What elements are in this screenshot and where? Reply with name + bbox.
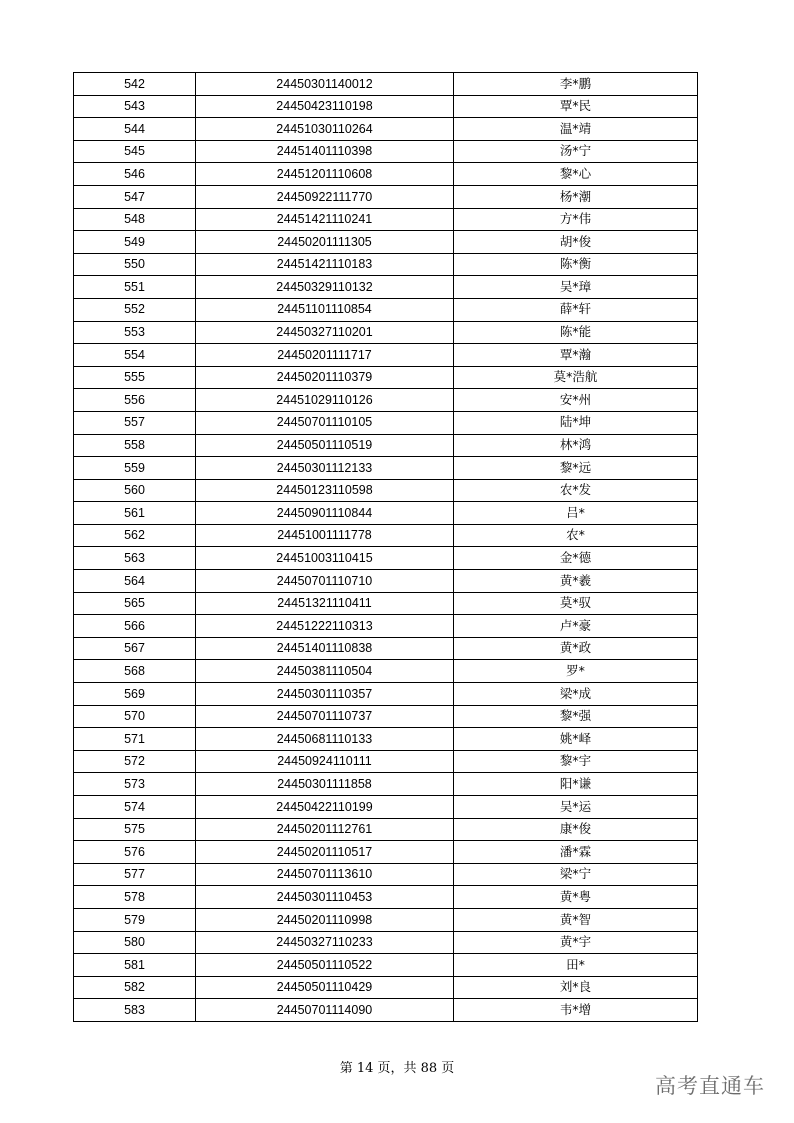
- table-row: [74, 976, 698, 999]
- row-number-cell: 581: [74, 954, 196, 977]
- row-number-cell: 554: [74, 344, 196, 367]
- candidate-id-cell: 24450701110105: [196, 411, 454, 434]
- candidate-id-cell: 24450327110233: [196, 931, 454, 954]
- candidate-id-cell: 24451029110126: [196, 389, 454, 412]
- candidate-id-cell: 24450924110111: [196, 750, 454, 773]
- table-row: [74, 73, 698, 96]
- candidate-name-cell: 黄*政: [454, 637, 698, 660]
- row-number-cell: 574: [74, 796, 196, 819]
- table-row: [74, 366, 698, 389]
- row-number-cell: 575: [74, 818, 196, 841]
- candidate-id-cell: 24450701110737: [196, 705, 454, 728]
- candidate-id-cell: 24450201112761: [196, 818, 454, 841]
- table-row: [74, 457, 698, 480]
- candidate-name-cell: 方*伟: [454, 208, 698, 231]
- table-row: [74, 705, 698, 728]
- candidate-id-cell: 24450327110201: [196, 321, 454, 344]
- candidate-id-cell: 24451201110608: [196, 163, 454, 186]
- row-number-cell: 551: [74, 276, 196, 299]
- table-row: [74, 434, 698, 457]
- row-number-cell: 552: [74, 298, 196, 321]
- candidate-id-cell: 24450501110522: [196, 954, 454, 977]
- table-row: [74, 140, 698, 163]
- watermark-logo: 高考直通车: [655, 1074, 765, 1098]
- candidate-name-cell: 农*: [454, 524, 698, 547]
- row-number-cell: 545: [74, 140, 196, 163]
- row-number-cell: 570: [74, 705, 196, 728]
- table-row: [74, 592, 698, 615]
- table-row: [74, 954, 698, 977]
- row-number-cell: 576: [74, 841, 196, 864]
- table-row: [74, 570, 698, 593]
- candidate-id-cell: 24450901110844: [196, 502, 454, 525]
- candidate-name-cell: 莫*驭: [454, 592, 698, 615]
- candidate-id-cell: 24450423110198: [196, 95, 454, 118]
- candidate-name-cell: 罗*: [454, 660, 698, 683]
- candidate-id-cell: 24450381110504: [196, 660, 454, 683]
- row-number-cell: 560: [74, 479, 196, 502]
- table-row: [74, 637, 698, 660]
- table-row: [74, 841, 698, 864]
- candidate-name-cell: 杨*潮: [454, 185, 698, 208]
- table-row: [74, 502, 698, 525]
- candidate-id-cell: 24450501110519: [196, 434, 454, 457]
- row-number-cell: 559: [74, 457, 196, 480]
- page-footer: 第 14 页，共 88 页: [339, 1061, 455, 1076]
- row-number-cell: 556: [74, 389, 196, 412]
- table-row: [74, 389, 698, 412]
- candidate-name-cell: 黄*智: [454, 908, 698, 931]
- row-number-cell: 555: [74, 366, 196, 389]
- candidate-id-cell: 24450201111717: [196, 344, 454, 367]
- row-number-cell: 542: [74, 73, 196, 96]
- candidate-name-cell: 林*鸿: [454, 434, 698, 457]
- candidate-name-cell: 安*州: [454, 389, 698, 412]
- row-number-cell: 549: [74, 231, 196, 254]
- row-number-cell: 583: [74, 999, 196, 1022]
- table-row: [74, 344, 698, 367]
- row-number-cell: 567: [74, 637, 196, 660]
- table-row: [74, 773, 698, 796]
- table-row: [74, 547, 698, 570]
- table-row: [74, 908, 698, 931]
- row-number-cell: 544: [74, 118, 196, 141]
- candidate-name-cell: 刘*良: [454, 976, 698, 999]
- row-number-cell: 582: [74, 976, 196, 999]
- candidate-id-cell: 24451101110854: [196, 298, 454, 321]
- candidate-name-cell: 梁*成: [454, 683, 698, 706]
- candidate-name-cell: 田*: [454, 954, 698, 977]
- row-number-cell: 564: [74, 570, 196, 593]
- candidate-name-cell: 黄*粤: [454, 886, 698, 909]
- row-number-cell: 580: [74, 931, 196, 954]
- table-row: [74, 728, 698, 751]
- row-number-cell: 568: [74, 660, 196, 683]
- candidate-id-cell: 24450329110132: [196, 276, 454, 299]
- table-row: [74, 524, 698, 547]
- candidate-id-cell: 24451401110838: [196, 637, 454, 660]
- candidate-name-cell: 黎*远: [454, 457, 698, 480]
- table-row: [74, 750, 698, 773]
- candidate-name-cell: 胡*俊: [454, 231, 698, 254]
- row-number-cell: 558: [74, 434, 196, 457]
- table-row: [74, 479, 698, 502]
- row-number-cell: 566: [74, 615, 196, 638]
- candidate-name-cell: 卢*豪: [454, 615, 698, 638]
- candidate-name-cell: 汤*宁: [454, 140, 698, 163]
- row-number-cell: 553: [74, 321, 196, 344]
- candidate-id-cell: 24450501110429: [196, 976, 454, 999]
- candidate-id-cell: 24450301111858: [196, 773, 454, 796]
- table-row: [74, 231, 698, 254]
- candidate-name-cell: 陆*坤: [454, 411, 698, 434]
- candidate-name-cell: 黎*心: [454, 163, 698, 186]
- table-row: [74, 683, 698, 706]
- candidate-id-cell: 24450301110357: [196, 683, 454, 706]
- candidate-name-cell: 黎*宇: [454, 750, 698, 773]
- roster-body: [74, 73, 698, 1022]
- candidate-name-cell: 潘*霖: [454, 841, 698, 864]
- candidate-name-cell: 黄*宇: [454, 931, 698, 954]
- candidate-name-cell: 吴*运: [454, 796, 698, 819]
- roster-table: [73, 72, 698, 1022]
- table-row: [74, 615, 698, 638]
- table-row: [74, 818, 698, 841]
- candidate-id-cell: 24450201110998: [196, 908, 454, 931]
- candidate-name-cell: 温*靖: [454, 118, 698, 141]
- row-number-cell: 579: [74, 908, 196, 931]
- candidate-name-cell: 黎*强: [454, 705, 698, 728]
- candidate-id-cell: 24450201110379: [196, 366, 454, 389]
- row-number-cell: 565: [74, 592, 196, 615]
- candidate-name-cell: 梁*宁: [454, 863, 698, 886]
- table-row: [74, 95, 698, 118]
- candidate-name-cell: 陈*衡: [454, 253, 698, 276]
- candidate-name-cell: 韦*增: [454, 999, 698, 1022]
- candidate-id-cell: 24450201111305: [196, 231, 454, 254]
- table-row: [74, 276, 698, 299]
- candidate-name-cell: 陈*能: [454, 321, 698, 344]
- row-number-cell: 573: [74, 773, 196, 796]
- candidate-id-cell: 24450301140012: [196, 73, 454, 96]
- candidate-name-cell: 康*俊: [454, 818, 698, 841]
- table-row: [74, 118, 698, 141]
- candidate-id-cell: 24450681110133: [196, 728, 454, 751]
- row-number-cell: 563: [74, 547, 196, 570]
- table-row: [74, 298, 698, 321]
- table-row: [74, 660, 698, 683]
- table-row: [74, 163, 698, 186]
- candidate-id-cell: 24451001111778: [196, 524, 454, 547]
- candidate-id-cell: 24451030110264: [196, 118, 454, 141]
- table-row: [74, 999, 698, 1022]
- candidate-name-cell: 阳*谦: [454, 773, 698, 796]
- candidate-id-cell: 24450123110598: [196, 479, 454, 502]
- row-number-cell: 548: [74, 208, 196, 231]
- row-number-cell: 557: [74, 411, 196, 434]
- row-number-cell: 562: [74, 524, 196, 547]
- table-row: [74, 321, 698, 344]
- row-number-cell: 572: [74, 750, 196, 773]
- table-row: [74, 863, 698, 886]
- candidate-name-cell: 姚*峄: [454, 728, 698, 751]
- candidate-name-cell: 吴*璋: [454, 276, 698, 299]
- candidate-id-cell: 24450701113610: [196, 863, 454, 886]
- table-row: [74, 208, 698, 231]
- candidate-id-cell: 24451421110183: [196, 253, 454, 276]
- candidate-id-cell: 24450201110517: [196, 841, 454, 864]
- candidate-id-cell: 24450701110710: [196, 570, 454, 593]
- candidate-id-cell: 24451421110241: [196, 208, 454, 231]
- row-number-cell: 550: [74, 253, 196, 276]
- candidate-name-cell: 农*发: [454, 479, 698, 502]
- row-number-cell: 546: [74, 163, 196, 186]
- candidate-id-cell: 24450301110453: [196, 886, 454, 909]
- table-row: [74, 253, 698, 276]
- candidate-name-cell: 金*德: [454, 547, 698, 570]
- row-number-cell: 561: [74, 502, 196, 525]
- table-row: [74, 411, 698, 434]
- candidate-name-cell: 覃*民: [454, 95, 698, 118]
- row-number-cell: 547: [74, 185, 196, 208]
- table-row: [74, 931, 698, 954]
- candidate-id-cell: 24451222110313: [196, 615, 454, 638]
- candidate-name-cell: 吕*: [454, 502, 698, 525]
- candidate-id-cell: 24450922111770: [196, 185, 454, 208]
- candidate-id-cell: 24450701114090: [196, 999, 454, 1022]
- table-row: [74, 796, 698, 819]
- candidate-id-cell: 24450422110199: [196, 796, 454, 819]
- row-number-cell: 577: [74, 863, 196, 886]
- candidate-name-cell: 莫*浩航: [454, 366, 698, 389]
- table-row: [74, 185, 698, 208]
- candidate-id-cell: 24451401110398: [196, 140, 454, 163]
- candidate-id-cell: 24450301112133: [196, 457, 454, 480]
- candidate-name-cell: 黄*羲: [454, 570, 698, 593]
- candidate-name-cell: 李*鹏: [454, 73, 698, 96]
- row-number-cell: 578: [74, 886, 196, 909]
- table-row: [74, 886, 698, 909]
- candidate-name-cell: 薛*轩: [454, 298, 698, 321]
- row-number-cell: 543: [74, 95, 196, 118]
- candidate-id-cell: 24451003110415: [196, 547, 454, 570]
- candidate-name-cell: 覃*瀚: [454, 344, 698, 367]
- row-number-cell: 569: [74, 683, 196, 706]
- candidate-id-cell: 24451321110411: [196, 592, 454, 615]
- row-number-cell: 571: [74, 728, 196, 751]
